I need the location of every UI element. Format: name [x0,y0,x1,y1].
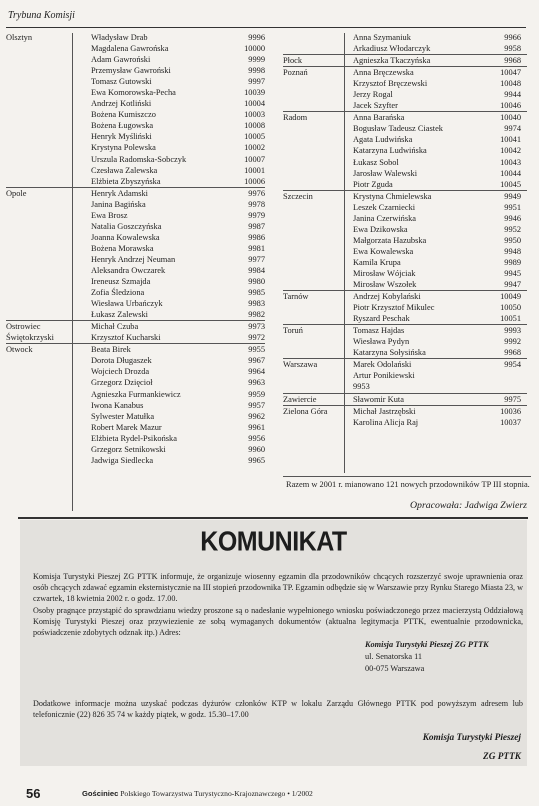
badge-number: 9956 [248,433,265,443]
person-name: Henryk Andrzej Neuman [91,254,176,264]
badge-number: 9957 [248,400,265,410]
badge-number: 9984 [248,265,265,275]
badge-number: 9951 [504,202,521,212]
badge-number: 9948 [504,246,521,256]
person-name: Beata Birek [91,345,131,355]
person-name: Robert Marek Mazur [91,422,162,432]
left-column-list [6,32,265,466]
person-name: Henryk Myśliński [91,132,152,142]
person-name: Michał Jastrzębski [353,406,416,416]
person-name: Ewa Brosz [91,210,128,220]
person-name: Arkadiusz Włodarczyk [353,44,431,54]
list-row [283,145,527,156]
badge-number: 9963 [248,378,265,388]
list-row [283,179,527,190]
badge-number: 9975 [504,394,521,404]
badge-number: 9972 [248,333,265,343]
badge-number: 9950 [504,235,521,245]
person-name: Natalia Goszczyńska [91,221,162,231]
person-name: Marek Odolański [353,360,412,370]
person-name: Janina Bagińska [91,199,146,209]
list-row [283,123,527,134]
announcement-paragraph-3: Dodatkowe informacje można uzyskać podczas dyżurów członków KTP w lokalu Zarządu Głównego PTTK pod powyższym adresem lub telefonicznie (22) 826 35 74 w każdy piątek, w godz. 15.30–17.00 [33,699,523,720]
list-row [283,268,527,279]
badge-number: 9949 [504,191,521,201]
badge-number: 9983 [248,299,265,309]
person-name: Janina Czerwińska [353,213,417,223]
list-row [283,168,527,179]
list-row [283,224,527,235]
badge-number: 9958 [504,44,521,54]
list-row [283,393,527,405]
list-row [6,54,265,65]
list-row [6,76,265,87]
badge-number: 10002 [244,143,265,153]
badge-number: 10040 [500,113,521,123]
badge-number: 9966 [504,33,521,42]
signature-line-2: ZG PTTK [483,752,521,762]
list-row [6,98,265,109]
page-footer [0,786,539,804]
badge-number: 10042 [500,146,521,156]
badge-number: 10008 [244,121,265,131]
list-row [283,213,527,224]
list-row [6,65,265,76]
person-name: Tomasz Hajdas [353,326,405,336]
person-name: Anna Szymaniuk [353,33,411,42]
summary-note: Razem w 2001 r. mianowano 121 nowych przodowników TP III stopnia. [283,476,531,490]
person-name: Urszula Radomska-Sobczyk [91,154,187,164]
person-name: Aleksandra Owczarek [91,265,166,275]
city-label: Olsztyn [6,33,33,42]
list-row [6,32,265,43]
section-title: Trybuna Komisji [8,10,75,21]
badge-number: 10044 [500,168,521,178]
list-row [6,199,265,210]
list-row [6,210,265,221]
person-name: Bogusław Tadeusz Ciastek [353,124,443,134]
badge-number: 10006 [244,176,265,186]
list-row [6,389,265,400]
list-row [283,417,527,428]
address-block [365,639,489,675]
person-name: Kamila Krupa [353,257,401,267]
announcement-paragraph-2: Osoby pragnące przystąpić do sprawdzianu wiedzy proszone są o nadesłanie wypełnionego wniosku poświadczonego przez macierzystą Oddziałową Komisję Turystyki Pieszej oraz przywiezienie ze sobą wymaganych dokumentów (aktualna legitymacja PTTK, ewentualnie przodownicka, poświadczenie zdobytych odznak itp.) Adres: [33,606,523,638]
badge-number: 9960 [248,444,265,454]
list-row [283,347,527,358]
person-name: Jerzy Rogal [353,90,393,100]
badge-number: 9945 [504,268,521,278]
badge-number: 9982 [248,310,265,320]
badge-number: 9996 [248,33,265,42]
badge-number: 10047 [500,68,521,78]
city-label: Zielona Góra [283,406,328,416]
person-name: Jarosław Walewski [353,168,418,178]
person-name: Henryk Adamski [91,188,148,198]
person-name: Iwona Kanabus [91,400,144,410]
badge-number: 9985 [248,288,265,298]
list-row [6,298,265,309]
list-row [6,287,265,298]
person-name: Wojciech Drozda [91,367,150,377]
person-name: Piotr Krzysztof Mikulec [353,303,435,313]
list-row [6,309,265,320]
list-row [283,78,527,89]
list-row [6,377,265,388]
publisher-name: Polskiego Towarzystwa Turystyczno-Krajoznawczego [120,789,286,798]
badge-number: 9952 [504,224,521,234]
city-label: Toruń [283,326,303,336]
list-row [6,332,265,343]
list-row [6,43,265,54]
person-name: Tomasz Gutowski [91,77,152,87]
list-row [6,154,265,165]
person-name: Dorota Długaszek [91,356,152,366]
badge-number: 10043 [500,157,521,167]
person-name: Agnieszka Furmankiewicz [91,389,181,399]
person-name: Andrzej Kotliński [91,99,152,109]
city-label: Tarnów [283,292,309,302]
person-name: Krystyna Polewska [91,143,156,153]
list-row [6,243,265,254]
badge-number: 9992 [504,337,521,347]
list-row [6,400,265,411]
person-name: Grzegorz Dzięcioł [91,378,153,388]
city-label: Radom [283,113,308,123]
list-row [6,87,265,98]
badge-number: 9978 [248,199,265,209]
city-label: Otwock [6,345,33,355]
person-name: Agata Ludwińska [353,135,413,145]
person-name: Agnieszka Tkaczyńska [353,56,431,66]
badge-number: 10037 [500,417,521,427]
address-street: ul. Senatorska 11 [365,652,423,661]
person-name: Andrzej Kobylański [353,292,421,302]
person-name: Katarzyna Ludwińska [353,146,427,156]
person-name: Bożena Ługowska [91,121,154,131]
city-label: Płock [283,56,303,66]
badge-number: 10007 [244,154,265,164]
list-row [283,89,527,100]
issue-number: • 1/2002 [287,789,313,798]
badge-number: 9980 [248,277,265,287]
page-header [6,7,526,28]
list-row [6,265,265,276]
list-row [6,343,265,355]
list-row [283,43,527,54]
list-row [6,254,265,265]
list-row [283,257,527,268]
person-name: Wiesława Pydyn [353,337,410,347]
person-name: Ewa Dzikowska [353,224,408,234]
badge-number: 9955 [248,345,265,355]
badge-number: 9979 [248,210,265,220]
person-name: Ireneusz Szmajda [91,277,151,287]
badge-number: 9997 [248,77,265,87]
list-row [283,111,527,123]
list-row [283,100,527,111]
list-row [283,336,527,347]
badge-number: 9998 [248,66,265,76]
signature-line-1: Komisja Turystyki Pieszej [422,733,521,743]
author-credit: Opracowała: Jadwiga Zwierz [409,500,527,511]
list-row [283,358,527,370]
magazine-name: Gościniec [82,789,119,798]
person-name: Władysław Drab [91,33,148,42]
address-organization: Komisja Turystyki Pieszej ZG PTTK [365,640,489,649]
person-name: Piotr Zguda [353,179,393,189]
badge-number: 10004 [244,99,265,109]
list-row [6,320,265,332]
person-name: Krzysztof Kucharski [91,333,161,343]
person-name: Ewa Komorowska-Pecha [91,88,176,98]
person-name: Wiesława Urbańczyk [91,299,163,309]
badge-number: 9962 [248,411,265,421]
person-name: Ewa Kowalewska [353,246,414,256]
badge-number: 10003 [244,110,265,120]
list-row [283,202,527,213]
badge-number: 10001 [244,165,265,175]
list-row [283,370,527,381]
badge-number: 9999 [248,55,265,65]
badge-number: 9987 [248,221,265,231]
badge-number: 9961 [248,422,265,432]
magazine-credit [82,789,313,798]
list-row [6,276,265,287]
list-row [6,131,265,142]
badge-number: 10051 [500,314,521,324]
badge-number: 9946 [504,213,521,223]
list-row [283,324,527,336]
person-name: Leszek Czarniecki [353,202,416,212]
person-name: Mirosław Wójciak [353,268,416,278]
person-name: Adam Gawroński [91,55,151,65]
list-row [283,246,527,257]
badge-number: 9967 [248,356,265,366]
list-row [6,355,265,366]
person-name: Grzegorz Setnikowski [91,444,166,454]
signature [423,729,521,767]
badge-number: 9944 [504,90,521,100]
badge-number: 10000 [244,44,265,54]
person-name: Karolina Alicja Raj [353,417,419,427]
list-row [6,455,265,466]
person-name: Łukasz Sobol [353,157,399,167]
person-name: Krzysztof Bręczewski [353,79,428,89]
announcement-box [20,520,527,766]
person-name: Bożena Morawska [91,243,154,253]
list-row [6,444,265,455]
list-row [6,165,265,176]
list-row [6,142,265,153]
person-name: Michał Czuba [91,322,139,332]
person-name: Ryszard Peschak [353,314,410,324]
badge-number: 9977 [248,254,265,264]
badge-number: 10045 [500,179,521,189]
badge-number: 9989 [504,257,521,267]
city-label: Warszawa [283,360,318,370]
list-row [283,302,527,313]
city-label: Zawiercie [283,394,317,404]
list-row [283,134,527,145]
badge-number: 9993 [504,326,521,336]
person-name: Sylwester Matułka [91,411,155,421]
person-name: 9953 [353,382,370,392]
list-row [283,235,527,246]
page-number: 56 [26,786,41,801]
badge-number: 9986 [248,232,265,242]
badge-number: 9954 [504,360,521,370]
city-label: Ostrowiec [6,322,41,332]
person-name: Joanna Kowalewska [91,232,160,242]
address-city: 00-075 Warszawa [365,664,425,673]
badge-number: 9968 [504,348,521,358]
right-column-list [283,32,527,428]
person-name: Mirosław Wszołek [353,280,417,290]
city-label: Świętokrzyski [6,333,54,343]
badge-number: 10039 [244,88,265,98]
list-row [6,422,265,433]
person-name: Jadwiga Siedlecka [91,455,154,465]
list-row [6,176,265,187]
announcement-title: KOMUNIKAT [200,526,347,558]
badge-number: 9974 [504,124,521,134]
list-row [283,54,527,66]
person-name: Magdalena Gawrońska [91,44,169,54]
list-row [283,32,527,43]
list-row [6,187,265,199]
person-name: Jacek Szyfter [353,101,398,111]
list-row [283,405,527,417]
list-row [6,433,265,444]
person-name: Czesława Zalewska [91,165,158,175]
person-name: Anna Barańska [353,113,405,123]
badge-number: 9964 [248,367,265,377]
list-row [283,66,527,78]
badge-number: 9968 [504,56,521,66]
badge-number: 9959 [248,389,265,399]
list-row [6,120,265,131]
list-row [6,411,265,422]
list-row [283,290,527,302]
city-label: Poznań [283,68,308,78]
badge-number: 9973 [248,322,265,332]
list-row [6,232,265,243]
badge-number: 10046 [500,101,521,111]
city-label: Opole [6,188,27,198]
badge-number: 10048 [500,79,521,89]
person-name: Elżbieta Rydel-Psikońska [91,433,177,443]
badge-number: 10041 [500,135,521,145]
badge-number: 9976 [248,188,265,198]
badge-number: 10005 [244,132,265,142]
list-row [283,190,527,202]
person-name: Artur Ponikiewski [353,371,415,381]
person-name: Katarzyna Sołysińska [353,348,426,358]
person-name: Sławomir Kuta [353,394,404,404]
list-row [283,157,527,168]
person-name: Łukasz Zalewski [91,310,148,320]
person-name: Bożena Kumiszczo [91,110,156,120]
list-row [6,221,265,232]
badge-number: 10050 [500,303,521,313]
person-name: Małgorzata Hazubska [353,235,427,245]
person-name: Przemysław Gawroński [91,66,171,76]
list-row [283,279,527,290]
person-name: Anna Bręczewska [353,68,414,78]
announcement-paragraph-1: Komisja Turystyki Pieszej ZG PTTK informuje, że organizuje wiosenny egzamin dla przodowników chcących rozszerzyć swoje uprawnienia oraz osób chcących zdawać egzamin eksternistycznie na III stopień przodownika TP. Egzamin odbędzie się w Warszawie przy Rynku Starego Miasta 23, w czwartek, 18 kwietnia 2002 r. o godz. 17.00. [33,572,523,604]
badge-number: 9965 [248,455,265,465]
list-row [283,313,527,324]
list-row [6,366,265,377]
badge-number: 9947 [504,280,521,290]
list-row [283,381,527,392]
badge-number: 10049 [500,292,521,302]
list-row [6,109,265,120]
person-name: Elżbieta Zbyszyńska [91,176,161,186]
badge-number: 10036 [500,406,521,416]
badge-number: 9981 [248,243,265,253]
city-label: Szczecin [283,191,313,201]
section-divider [18,517,528,519]
person-name: Krystyna Chmielewska [353,191,432,201]
person-name: Zofia Śledziona [91,288,145,298]
